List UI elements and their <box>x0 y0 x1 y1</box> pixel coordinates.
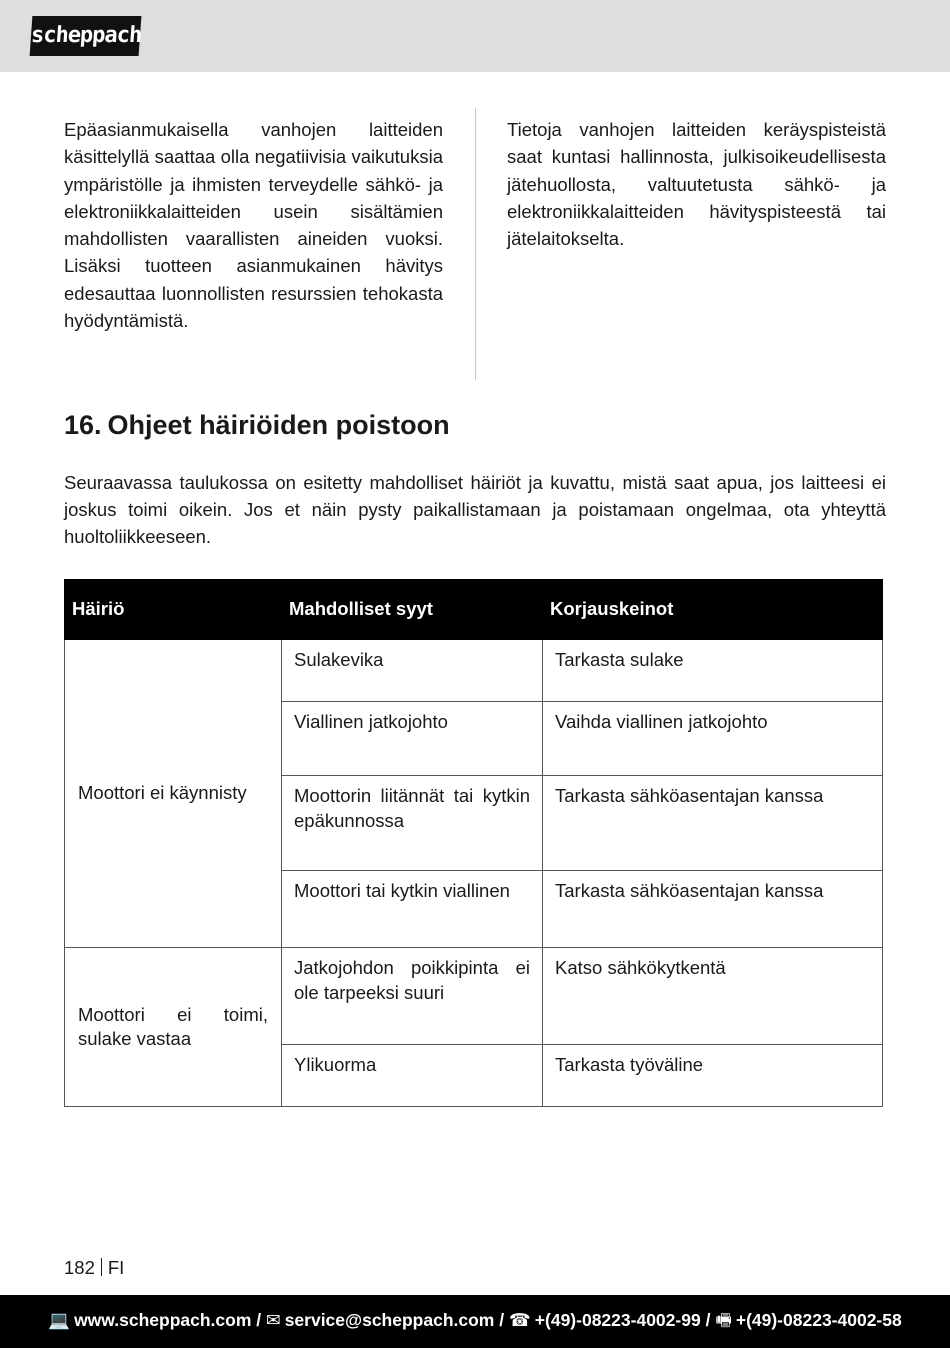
page-number-value: 182 <box>64 1257 95 1278</box>
remedy-cell: Katso sähkökytkentä <box>543 948 883 1045</box>
footer-separator: / <box>705 1310 711 1330</box>
footer-email[interactable]: service@scheppach.com <box>284 1310 495 1330</box>
cause-cell: Moottorin liitännät tai kytkin epäkunnossa <box>282 776 543 871</box>
table-row <box>65 640 883 702</box>
page-language: FI <box>107 1257 125 1278</box>
footer-phone: +(49)-08223-4002-99 <box>534 1310 701 1330</box>
page-number-divider <box>101 1258 102 1276</box>
page-number <box>64 1256 124 1280</box>
remedy-cell: Tarkasta sähköasentajan kanssa <box>543 871 883 948</box>
page-footer <box>0 1295 950 1348</box>
cause-cell: Viallinen jatkojohto <box>282 702 543 776</box>
remedy-cell: Tarkasta työväline <box>543 1045 883 1107</box>
disposal-text-right: Tietoja vanhojen laitteiden keräyspisteistä saat kuntasi hallinnosta, julkisoikeudellisesta jätehuollosta, valtuutetusta sähkö- ja elektroniikkalaitteiden hävityspisteestä tai jätelaitokselta. <box>507 119 886 250</box>
footer-separator: / <box>256 1310 262 1330</box>
section-number: 16. <box>64 410 102 440</box>
fault-cell: Moottori ei toimi, sulake vastaa <box>65 948 282 1107</box>
table-row <box>65 948 883 1045</box>
phone-icon: ☎ <box>508 1310 531 1330</box>
cause-cell: Ylikuorma <box>282 1045 543 1107</box>
footer-fax: +(49)-08223-4002-58 <box>735 1310 902 1330</box>
remedy-cell: Vaihda viallinen jatkojohto <box>543 702 883 776</box>
cause-cell: Sulakevika <box>282 640 543 702</box>
remedy-cell: Tarkasta sulake <box>543 640 883 702</box>
header-remedies: Korjauskeinot <box>543 580 883 640</box>
cause-cell: Jatkojohdon poikkipinta ei ole tarpeeksi suuri <box>282 948 543 1045</box>
footer-website[interactable]: www.scheppach.com <box>74 1310 252 1330</box>
table-header-row <box>65 580 883 640</box>
header-causes: Mahdolliset syyt <box>282 580 543 640</box>
computer-icon: 💻 <box>48 1310 71 1330</box>
email-icon: ✉ <box>266 1310 281 1330</box>
section-intro: Seuraavassa taulukossa on esitetty mahdolliset häiriöt ja kuvattu, mistä saat apua, jos laitteesi ei joskus toimi oikein. Jos et näin pysty paikallistamaan ja poistamaan ongelmaa, ota yhteyttä huoltoliikkeeseen. <box>64 472 886 547</box>
page-header <box>0 0 950 72</box>
header-fault: Häiriö <box>65 580 282 640</box>
column-divider <box>475 108 476 380</box>
remedy-cell: Tarkasta sähköasentajan kanssa <box>543 776 883 871</box>
fax-icon: 🖷 <box>715 1310 732 1330</box>
troubleshooting-table <box>64 579 883 1107</box>
section-title <box>64 407 450 443</box>
cause-cell: Moottori tai kytkin viallinen <box>282 871 543 948</box>
section-title-text: Ohjeet häiriöiden poistoon <box>107 410 450 440</box>
disposal-text-left: Epäasianmukaisella vanhojen laitteiden käsittelyllä saattaa olla negatiivisia vaikutuksia ympäristölle ja ihmisten terveydelle sähkö- ja elektroniikkalaitteiden usein sisältämien mahdollisten vaarallisten aineiden vuoksi. Lisäksi tuotteen asianmukainen hävitys edesauttaa luonnollisten resurssien tehokasta hyödyntämistä. <box>64 119 443 332</box>
footer-separator: / <box>499 1310 505 1330</box>
fault-cell: Moottori ei käynnisty <box>65 640 282 948</box>
scheppach-logo: scheppach <box>30 16 142 56</box>
